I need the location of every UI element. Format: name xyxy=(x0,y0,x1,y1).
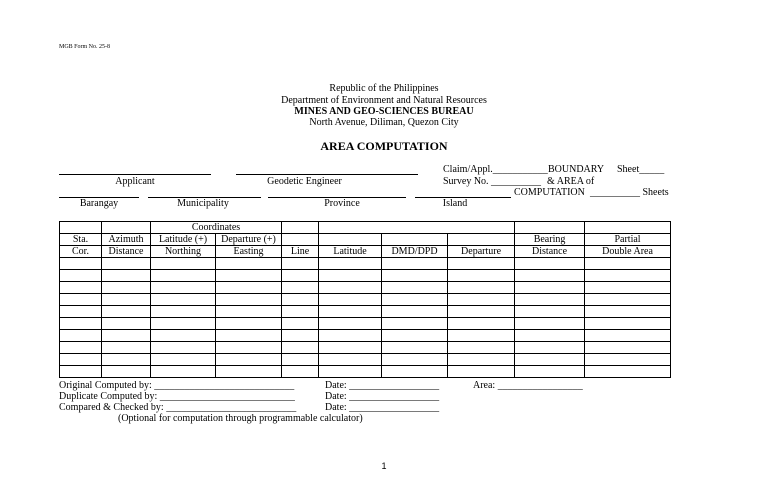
table-cell xyxy=(448,354,515,366)
header-cell: Distance xyxy=(102,246,151,258)
date-field-1: Date: __________________ xyxy=(325,380,440,391)
table-cell xyxy=(319,282,382,294)
header-cell: Latitude (+) xyxy=(151,234,216,246)
table-cell xyxy=(216,294,282,306)
table-cell xyxy=(282,330,319,342)
header-cell: Line xyxy=(282,246,319,258)
table-cell xyxy=(382,306,448,318)
table-cell xyxy=(382,366,448,378)
table-cell xyxy=(382,258,448,270)
table-row xyxy=(60,318,671,330)
engineer-line xyxy=(236,174,418,175)
table-cell xyxy=(102,342,151,354)
table-cell xyxy=(585,258,671,270)
table-cell xyxy=(60,270,102,282)
applicant-line xyxy=(59,174,211,175)
table-cell xyxy=(319,306,382,318)
table-cell xyxy=(60,318,102,330)
table-cell xyxy=(282,342,319,354)
table-cell xyxy=(60,366,102,378)
date-field-2: Date: __________________ xyxy=(325,391,440,402)
table-cell xyxy=(448,318,515,330)
table-cell xyxy=(448,306,515,318)
table-cell xyxy=(216,318,282,330)
header-republic: Republic of the Philippines xyxy=(329,83,439,94)
table-cell xyxy=(151,354,216,366)
header-cell: Partial xyxy=(585,234,671,246)
table-row xyxy=(60,306,671,318)
header-cell: Easting xyxy=(216,246,282,258)
and-area-of-label: & AREA of xyxy=(547,176,595,187)
table-cell xyxy=(585,342,671,354)
table-cell xyxy=(216,342,282,354)
table-cell xyxy=(216,330,282,342)
table-cell xyxy=(515,330,585,342)
compared-checked-by: Compared & Checked by: __________________________ xyxy=(59,402,297,413)
table-cell xyxy=(515,354,585,366)
table-cell xyxy=(102,366,151,378)
table-cell xyxy=(585,318,671,330)
table-cell xyxy=(515,306,585,318)
header-bureau: MINES AND GEO-SCIENCES BUREAU xyxy=(294,106,474,117)
optional-note: (Optional for computation through programmable calculator) xyxy=(118,413,363,424)
header-cell: Distance xyxy=(515,246,585,258)
table-cell xyxy=(60,306,102,318)
province-label: Province xyxy=(324,198,360,209)
table-cell xyxy=(585,282,671,294)
table-cell xyxy=(151,306,216,318)
table-row xyxy=(60,294,671,306)
table-cell xyxy=(282,258,319,270)
table-row xyxy=(60,330,671,342)
table-cell xyxy=(319,318,382,330)
table-cell xyxy=(151,258,216,270)
sheet-field: Sheet_____ xyxy=(617,164,665,175)
table-cell xyxy=(60,294,102,306)
table-cell xyxy=(151,330,216,342)
table-cell xyxy=(102,318,151,330)
table-cell xyxy=(448,342,515,354)
header-cell xyxy=(282,234,319,246)
table-cell xyxy=(102,330,151,342)
table-cell xyxy=(515,282,585,294)
table-cell xyxy=(319,258,382,270)
table-cell xyxy=(282,366,319,378)
table-cell xyxy=(382,282,448,294)
table-cell xyxy=(319,354,382,366)
header-cell: Cor. xyxy=(60,246,102,258)
table-header-row-3 xyxy=(60,246,671,258)
barangay-label: Barangay xyxy=(79,198,119,209)
island-label: Island xyxy=(442,198,468,209)
table-cell xyxy=(585,294,671,306)
table-cell xyxy=(319,294,382,306)
area-field: Area: _________________ xyxy=(473,380,583,391)
page-number: 1 xyxy=(381,461,387,471)
table-cell xyxy=(102,354,151,366)
survey-no-field: Survey No. __________ xyxy=(443,176,542,187)
table-cell xyxy=(216,282,282,294)
header-department: Department of Environment and Natural Resources xyxy=(281,95,487,106)
table-cell xyxy=(282,270,319,282)
table-cell xyxy=(60,222,102,234)
table-cell xyxy=(448,270,515,282)
table-row xyxy=(60,270,671,282)
header-cell: Departure (+) xyxy=(216,234,282,246)
table-cell xyxy=(151,366,216,378)
table-cell xyxy=(515,318,585,330)
table-cell xyxy=(382,294,448,306)
engineer-label: Geodetic Engineer xyxy=(267,176,342,187)
table-row xyxy=(60,366,671,378)
page-title: AREA COMPUTATION xyxy=(320,139,448,153)
original-computed-by: Original Computed by: ____________________________ xyxy=(59,380,295,391)
header-address: North Avenue, Diliman, Quezon City xyxy=(309,117,459,128)
header-cell: DMD/DPD xyxy=(382,246,448,258)
municipality-label: Municipality xyxy=(177,198,229,209)
table-cell xyxy=(448,366,515,378)
header-cell: Sta. xyxy=(60,234,102,246)
table-cell xyxy=(102,222,151,234)
table-cell xyxy=(282,222,319,234)
coordinates-header: Coordinates xyxy=(151,222,282,234)
table-cell xyxy=(585,306,671,318)
table-header-row-1 xyxy=(60,222,671,234)
sheets-field: __________ Sheets xyxy=(590,187,669,198)
table-cell xyxy=(382,330,448,342)
header-cell: Departure xyxy=(448,246,515,258)
header-cell: Double Area xyxy=(585,246,671,258)
duplicate-computed-by: Duplicate Computed by: ___________________________ xyxy=(59,391,295,402)
table-cell xyxy=(282,354,319,366)
table-cell xyxy=(382,354,448,366)
table-cell xyxy=(216,258,282,270)
table-cell xyxy=(282,282,319,294)
boundary-label: BOUNDARY xyxy=(548,164,605,175)
claim-appl-field: Claim/Appl.___________ xyxy=(443,164,548,175)
table-cell xyxy=(382,342,448,354)
table-row xyxy=(60,342,671,354)
table-cell xyxy=(60,330,102,342)
table-cell xyxy=(448,282,515,294)
computation-table xyxy=(59,221,671,378)
table-cell xyxy=(515,294,585,306)
header-cell: Bearing xyxy=(515,234,585,246)
table-header-row-2 xyxy=(60,234,671,246)
table-cell xyxy=(319,330,382,342)
table-cell xyxy=(102,258,151,270)
table-cell xyxy=(151,342,216,354)
header-cell xyxy=(319,234,382,246)
table-row xyxy=(60,258,671,270)
table-cell xyxy=(216,270,282,282)
date-field-3: Date: __________________ xyxy=(325,402,440,413)
table-cell xyxy=(448,330,515,342)
table-cell xyxy=(216,354,282,366)
table-cell xyxy=(515,222,585,234)
table-cell xyxy=(102,270,151,282)
table-row xyxy=(60,354,671,366)
table-cell xyxy=(448,294,515,306)
table-cell xyxy=(319,366,382,378)
table-cell xyxy=(382,318,448,330)
table-cell xyxy=(102,306,151,318)
table-cell xyxy=(585,330,671,342)
table-cell xyxy=(60,342,102,354)
table-cell xyxy=(151,294,216,306)
table-body xyxy=(60,258,671,378)
table-cell xyxy=(319,222,515,234)
table-cell xyxy=(282,306,319,318)
table-cell xyxy=(382,270,448,282)
table-cell xyxy=(585,354,671,366)
table-cell xyxy=(60,258,102,270)
applicant-label: Applicant xyxy=(115,176,155,187)
table-cell xyxy=(515,342,585,354)
table-cell xyxy=(60,354,102,366)
table-cell xyxy=(151,270,216,282)
table-cell xyxy=(102,294,151,306)
table-cell xyxy=(282,318,319,330)
table-cell xyxy=(448,258,515,270)
header-cell: Latitude xyxy=(319,246,382,258)
table-cell xyxy=(585,222,671,234)
computation-label: COMPUTATION xyxy=(514,187,585,198)
table-cell xyxy=(102,282,151,294)
table-cell xyxy=(585,270,671,282)
header-cell xyxy=(382,234,448,246)
table-cell xyxy=(515,258,585,270)
table-cell xyxy=(216,306,282,318)
table-row xyxy=(60,282,671,294)
table-cell xyxy=(319,342,382,354)
header-cell xyxy=(448,234,515,246)
table-cell xyxy=(515,366,585,378)
table-cell xyxy=(216,366,282,378)
table-cell xyxy=(151,318,216,330)
table-cell xyxy=(151,282,216,294)
table-cell xyxy=(585,366,671,378)
table-cell xyxy=(282,294,319,306)
header-cell: Azimuth xyxy=(102,234,151,246)
form-number: MGB Form No. 25-8 xyxy=(59,44,111,50)
header-cell: Northing xyxy=(151,246,216,258)
table-cell xyxy=(60,282,102,294)
table-cell xyxy=(319,270,382,282)
table-cell xyxy=(515,270,585,282)
